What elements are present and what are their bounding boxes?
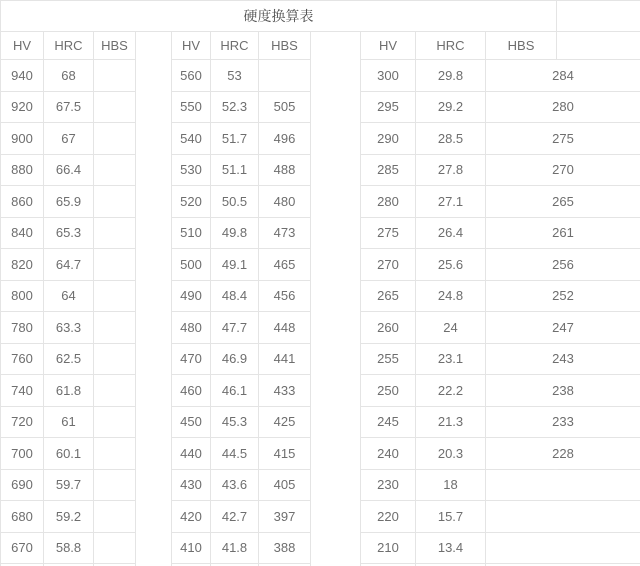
cell-hrc-mid-range: 46.9 bbox=[211, 343, 259, 375]
cell-hrc-low-range: 18 bbox=[416, 469, 486, 501]
cell-hbs-high-range bbox=[94, 501, 136, 533]
cell-hv-high-range: 670 bbox=[1, 532, 44, 564]
cell-hrc-high-range: 63.3 bbox=[44, 312, 94, 344]
cell-hrc-low-range: 13.4 bbox=[416, 532, 486, 564]
cell-hv-mid-range: 410 bbox=[172, 532, 211, 564]
cell-hv-low-range: 275 bbox=[361, 217, 416, 249]
cell-hbs-high-range bbox=[94, 186, 136, 218]
cell-hv-high-range: 680 bbox=[1, 501, 44, 533]
cell-hbs-mid-range: 405 bbox=[259, 469, 311, 501]
cell-hrc-mid-range: 53 bbox=[211, 60, 259, 92]
cell-hrc-mid-range: 41.8 bbox=[211, 532, 259, 564]
column-header-hv: HV bbox=[1, 32, 44, 60]
cell-hrc-mid-range: 48.4 bbox=[211, 280, 259, 312]
cell-hv-low-range: 295 bbox=[361, 91, 416, 123]
cell-hv-low-range: 255 bbox=[361, 343, 416, 375]
cell-hrc-high-range: 64 bbox=[44, 280, 94, 312]
cell-hrc-mid-range: 45.3 bbox=[211, 406, 259, 438]
cell-hv-mid-range: 540 bbox=[172, 123, 211, 155]
cell-hrc-high-range: 66.4 bbox=[44, 154, 94, 186]
cell-hv-high-range: 700 bbox=[1, 438, 44, 470]
cell-hbs-low-range: 228 bbox=[486, 438, 640, 470]
cell-hrc-mid-range: 49.8 bbox=[211, 217, 259, 249]
table-gap bbox=[136, 32, 172, 566]
table-title: 硬度换算表 bbox=[1, 1, 557, 32]
cell-hv-low-range: 250 bbox=[361, 375, 416, 407]
table-gap bbox=[311, 32, 361, 566]
cell-hbs-high-range bbox=[94, 280, 136, 312]
cell-hrc-low-range: 24 bbox=[416, 312, 486, 344]
cell-hbs-low-range: 261 bbox=[486, 217, 640, 249]
column-header-hbs: HBS bbox=[94, 32, 136, 60]
cell-hrc-low-range: 15.7 bbox=[416, 501, 486, 533]
cell-hbs-mid-range: 456 bbox=[259, 280, 311, 312]
cell-hrc-mid-range: 47.7 bbox=[211, 312, 259, 344]
cell-hrc-mid-range: 44.5 bbox=[211, 438, 259, 470]
cell-hv-high-range: 740 bbox=[1, 375, 44, 407]
cell-hrc-low-range: 26.4 bbox=[416, 217, 486, 249]
cell-hbs-high-range bbox=[94, 123, 136, 155]
column-header-hrc: HRC bbox=[416, 32, 486, 60]
cell-hv-mid-range: 450 bbox=[172, 406, 211, 438]
cell-hbs-high-range bbox=[94, 312, 136, 344]
header-row bbox=[1, 32, 640, 60]
cell-hbs-low-range: 280 bbox=[486, 91, 640, 123]
cell-hv-high-range: 900 bbox=[1, 123, 44, 155]
cell-hrc-low-range: 20.3 bbox=[416, 438, 486, 470]
cell-hbs-low-range: 247 bbox=[486, 312, 640, 344]
cell-hbs-low-range: 252 bbox=[486, 280, 640, 312]
cell-hv-mid-range: 460 bbox=[172, 375, 211, 407]
cell-hrc-low-range: 29.8 bbox=[416, 60, 486, 92]
cell-hv-low-range: 245 bbox=[361, 406, 416, 438]
cell-hv-high-range: 760 bbox=[1, 343, 44, 375]
cell-hrc-mid-range: 49.1 bbox=[211, 249, 259, 281]
cell-hrc-low-range: 22.2 bbox=[416, 375, 486, 407]
cell-hbs-high-range bbox=[94, 438, 136, 470]
cell-hrc-mid-range: 43.6 bbox=[211, 469, 259, 501]
cell-hbs-low-range: 265 bbox=[486, 186, 640, 218]
cell-hbs-high-range bbox=[94, 375, 136, 407]
cell-hbs-low-range bbox=[486, 532, 640, 564]
cell-hv-mid-range: 470 bbox=[172, 343, 211, 375]
cell-hbs-mid-range: 397 bbox=[259, 501, 311, 533]
cell-hrc-low-range: 21.3 bbox=[416, 406, 486, 438]
cell-hrc-high-range: 65.9 bbox=[44, 186, 94, 218]
cell-hbs-mid-range: 433 bbox=[259, 375, 311, 407]
cell-hv-mid-range: 440 bbox=[172, 438, 211, 470]
cell-hv-high-range: 720 bbox=[1, 406, 44, 438]
cell-hbs-high-range bbox=[94, 91, 136, 123]
cell-hrc-mid-range: 42.7 bbox=[211, 501, 259, 533]
cell-hbs-high-range bbox=[94, 406, 136, 438]
cell-hrc-high-range: 59.7 bbox=[44, 469, 94, 501]
cell-hv-low-range: 280 bbox=[361, 186, 416, 218]
cell-hv-low-range: 270 bbox=[361, 249, 416, 281]
cell-hbs-high-range bbox=[94, 154, 136, 186]
cell-hbs-low-range: 270 bbox=[486, 154, 640, 186]
cell-hv-mid-range: 500 bbox=[172, 249, 211, 281]
cell-hbs-mid-range: 448 bbox=[259, 312, 311, 344]
cell-hrc-high-range: 62.5 bbox=[44, 343, 94, 375]
column-header-hbs: HBS bbox=[259, 32, 311, 60]
cell-hbs-mid-range: 496 bbox=[259, 123, 311, 155]
cell-hbs-high-range bbox=[94, 532, 136, 564]
cell-hbs-low-range: 243 bbox=[486, 343, 640, 375]
cell-hv-high-range: 860 bbox=[1, 186, 44, 218]
cell-hbs-low-range: 275 bbox=[486, 123, 640, 155]
title-row bbox=[1, 1, 640, 32]
cell-hrc-high-range: 61 bbox=[44, 406, 94, 438]
cell-hbs-mid-range: 425 bbox=[259, 406, 311, 438]
cell-hbs-mid-range: 505 bbox=[259, 91, 311, 123]
cell-hv-low-range: 220 bbox=[361, 501, 416, 533]
cell-hv-mid-range: 520 bbox=[172, 186, 211, 218]
cell-hv-high-range: 690 bbox=[1, 469, 44, 501]
cell-hv-low-range: 300 bbox=[361, 60, 416, 92]
cell-hrc-mid-range: 50.5 bbox=[211, 186, 259, 218]
cell-hv-mid-range: 560 bbox=[172, 60, 211, 92]
cell-hrc-low-range: 27.8 bbox=[416, 154, 486, 186]
cell-hrc-low-range: 28.5 bbox=[416, 123, 486, 155]
cell-hbs-mid-range: 473 bbox=[259, 217, 311, 249]
cell-hrc-low-range: 23.1 bbox=[416, 343, 486, 375]
cell-hrc-mid-range: 46.1 bbox=[211, 375, 259, 407]
cell-hrc-low-range: 29.2 bbox=[416, 91, 486, 123]
cell-hv-mid-range: 490 bbox=[172, 280, 211, 312]
cell-hv-high-range: 780 bbox=[1, 312, 44, 344]
cell-hv-low-range: 285 bbox=[361, 154, 416, 186]
cell-hv-high-range: 800 bbox=[1, 280, 44, 312]
cell-hbs-low-range: 256 bbox=[486, 249, 640, 281]
cell-hrc-mid-range: 52.3 bbox=[211, 91, 259, 123]
cell-hbs-mid-range bbox=[259, 60, 311, 92]
cell-hrc-high-range: 68 bbox=[44, 60, 94, 92]
cell-hv-high-range: 880 bbox=[1, 154, 44, 186]
cell-hv-high-range: 820 bbox=[1, 249, 44, 281]
cell-hbs-high-range bbox=[94, 343, 136, 375]
cell-hrc-mid-range: 51.1 bbox=[211, 154, 259, 186]
column-header-hv: HV bbox=[172, 32, 211, 60]
cell-hv-low-range: 265 bbox=[361, 280, 416, 312]
column-header-hbs: HBS bbox=[486, 32, 557, 60]
column-header-hrc: HRC bbox=[211, 32, 259, 60]
cell-hv-low-range: 230 bbox=[361, 469, 416, 501]
cell-hv-mid-range: 550 bbox=[172, 91, 211, 123]
cell-hbs-low-range: 238 bbox=[486, 375, 640, 407]
cell-hv-high-range: 840 bbox=[1, 217, 44, 249]
cell-hbs-mid-range: 465 bbox=[259, 249, 311, 281]
cell-hbs-low-range: 233 bbox=[486, 406, 640, 438]
cell-hrc-high-range: 60.1 bbox=[44, 438, 94, 470]
cell-hrc-high-range: 64.7 bbox=[44, 249, 94, 281]
cell-hv-low-range: 260 bbox=[361, 312, 416, 344]
cell-hv-mid-range: 510 bbox=[172, 217, 211, 249]
cell-hv-mid-range: 480 bbox=[172, 312, 211, 344]
cell-hv-high-range: 940 bbox=[1, 60, 44, 92]
cell-hv-low-range: 290 bbox=[361, 123, 416, 155]
cell-hrc-low-range: 25.6 bbox=[416, 249, 486, 281]
cell-hbs-low-range bbox=[486, 469, 640, 501]
cell-hv-low-range: 210 bbox=[361, 532, 416, 564]
cell-hrc-high-range: 67 bbox=[44, 123, 94, 155]
cell-hrc-high-range: 59.2 bbox=[44, 501, 94, 533]
title-trailing-cell bbox=[557, 1, 640, 32]
column-header-hv: HV bbox=[361, 32, 416, 60]
cell-hv-mid-range: 430 bbox=[172, 469, 211, 501]
header-trailing-cell bbox=[557, 32, 640, 60]
cell-hv-mid-range: 530 bbox=[172, 154, 211, 186]
cell-hbs-mid-range: 415 bbox=[259, 438, 311, 470]
cell-hbs-low-range bbox=[486, 501, 640, 533]
cell-hbs-high-range bbox=[94, 249, 136, 281]
cell-hbs-high-range bbox=[94, 469, 136, 501]
cell-hrc-high-range: 58.8 bbox=[44, 532, 94, 564]
cell-hrc-low-range: 24.8 bbox=[416, 280, 486, 312]
cell-hbs-mid-range: 441 bbox=[259, 343, 311, 375]
cell-hbs-mid-range: 388 bbox=[259, 532, 311, 564]
cell-hrc-mid-range: 51.7 bbox=[211, 123, 259, 155]
cell-hbs-high-range bbox=[94, 60, 136, 92]
cell-hv-low-range: 240 bbox=[361, 438, 416, 470]
cell-hbs-low-range: 284 bbox=[486, 60, 640, 92]
cell-hrc-low-range: 27.1 bbox=[416, 186, 486, 218]
column-header-hrc: HRC bbox=[44, 32, 94, 60]
cell-hrc-high-range: 67.5 bbox=[44, 91, 94, 123]
cell-hbs-mid-range: 488 bbox=[259, 154, 311, 186]
cell-hrc-high-range: 65.3 bbox=[44, 217, 94, 249]
cell-hbs-high-range bbox=[94, 217, 136, 249]
cell-hrc-high-range: 61.8 bbox=[44, 375, 94, 407]
cell-hv-mid-range: 420 bbox=[172, 501, 211, 533]
cell-hbs-mid-range: 480 bbox=[259, 186, 311, 218]
cell-hv-high-range: 920 bbox=[1, 91, 44, 123]
